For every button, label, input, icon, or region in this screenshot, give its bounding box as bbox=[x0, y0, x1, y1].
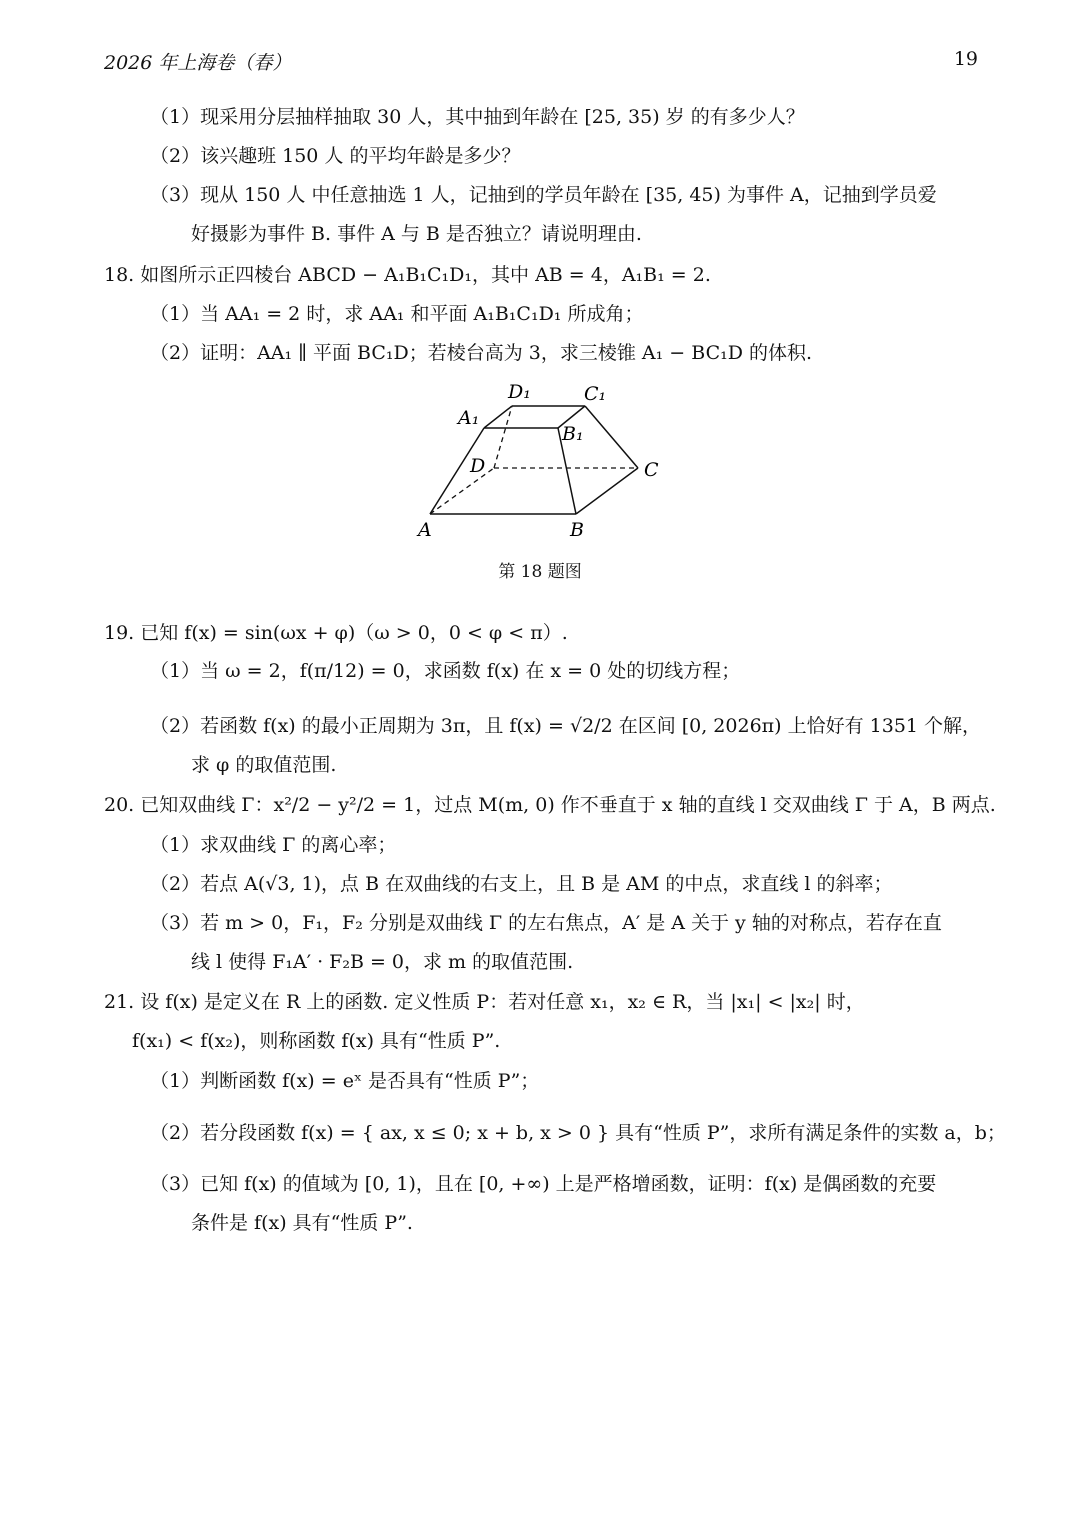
label-D: D bbox=[470, 455, 486, 477]
label-B: B bbox=[570, 519, 584, 541]
label-B1: B₁ bbox=[562, 423, 584, 445]
text-line-q20-3b: 线 l 使得 F₁A′ · F₂B = 0，求 m 的取值范围. bbox=[191, 951, 574, 973]
text-line-q21a: 21. 设 f(x) 是定义在 R 上的函数. 定义性质 P：若对任意 x₁，x₂ ∈ R，当 |x₁| < |x₂| 时， bbox=[104, 991, 865, 1013]
frustum-diagram bbox=[400, 378, 680, 548]
label-A1: A₁ bbox=[458, 407, 480, 429]
label-C1: C₁ bbox=[584, 383, 607, 405]
text-line-q19-2a: （2）若函数 f(x) 的最小正周期为 3π，且 f(x) = √2/2 在区间 [0, 2026π) 上恰好有 1351 个解， bbox=[150, 715, 982, 737]
text-line-q21b: f(x₁) < f(x₂)，则称函数 f(x) 具有“性质 P”. bbox=[132, 1030, 501, 1052]
frustum-figure bbox=[400, 378, 680, 548]
text-line-q21-1: （1）判断函数 f(x) = eˣ 是否具有“性质 P”； bbox=[150, 1070, 540, 1092]
text-line-q19: 19. 已知 f(x) = sin(ωx + φ)（ω > 0，0 < φ < π）. bbox=[104, 622, 568, 644]
text-line-q20-3a: （3）若 m > 0，F₁，F₂ 分别是双曲线 Γ 的左右焦点，A′ 是 A 关于 y 轴的对称点，若存在直 bbox=[150, 912, 942, 934]
edge-D1A1 bbox=[484, 406, 512, 428]
text-line-q21-2: （2）若分段函数 f(x) = { ax, x ≤ 0; x + b, x > 0 } 具有“性质 P”，求所有满足条件的实数 a，b； bbox=[150, 1122, 1006, 1144]
text-line-q17-1: （1）现采用分层抽样抽取 30 人，其中抽到年龄在 [25, 35) 岁 的有多少人？ bbox=[150, 106, 805, 128]
text-line-q19-2b: 求 φ 的取值范围. bbox=[191, 754, 337, 776]
figure-caption: 第 18 题图 bbox=[498, 562, 582, 582]
edge-CC1 bbox=[585, 406, 638, 468]
label-A: A bbox=[418, 519, 432, 541]
text-line-q20-1: （1）求双曲线 Γ 的离心率； bbox=[150, 834, 397, 856]
text-line-q19-1: （1）当 ω = 2，f(π/12) = 0，求函数 f(x) 在 x = 0 处的切线方程； bbox=[150, 660, 741, 682]
text-line-q18-1: （1）当 AA₁ = 2 时，求 AA₁ 和平面 A₁B₁C₁D₁ 所成角； bbox=[150, 303, 644, 325]
label-C: C bbox=[644, 459, 659, 481]
text-line-q21-3a: （3）已知 f(x) 的值域为 [0, 1)，且在 [0, +∞) 上是严格增函数，证明：f(x) 是偶函数的充要 bbox=[150, 1173, 937, 1195]
edge-DD1 bbox=[494, 406, 512, 468]
page-header bbox=[104, 48, 978, 74]
edge-BC bbox=[576, 468, 638, 514]
text-line-q20-2: （2）若点 A(√3, 1)，点 B 在双曲线的右支上，且 B 是 AM 的中点，求直线 l 的斜率； bbox=[150, 873, 893, 895]
text-line-q21-3b: 条件是 f(x) 具有“性质 P”. bbox=[191, 1212, 413, 1234]
text-line-q17-2: （2）该兴趣班 150 人 的平均年龄是多少？ bbox=[150, 145, 521, 167]
page-number: 19 bbox=[953, 48, 978, 70]
text-line-q17-3b: 好摄影为事件 B. 事件 A 与 B 是否独立？请说明理由. bbox=[191, 223, 642, 245]
text-line-q18: 18. 如图所示正四棱台 ABCD − A₁B₁C₁D₁，其中 AB = 4，A₁B₁ = 2. bbox=[104, 264, 711, 286]
label-D1: D₁ bbox=[508, 381, 531, 403]
text-line-q20: 20. 已知双曲线 Γ：x²/2 − y²/2 = 1，过点 M(m, 0) 作不垂直于 x 轴的直线 l 交双曲线 Γ 于 A，B 两点. bbox=[104, 794, 996, 816]
text-line-q17-3a: （3）现从 150 人 中任意抽选 1 人，记抽到的学员年龄在 [35, 45) 为事件 A，记抽到学员爱 bbox=[150, 184, 937, 206]
header-title: 2026 年上海卷（春） bbox=[104, 52, 292, 74]
text-line-q18-2: （2）证明：AA₁ ∥ 平面 BC₁D；若棱台高为 3，求三棱锥 A₁ − BC₁D 的体积. bbox=[150, 342, 813, 364]
